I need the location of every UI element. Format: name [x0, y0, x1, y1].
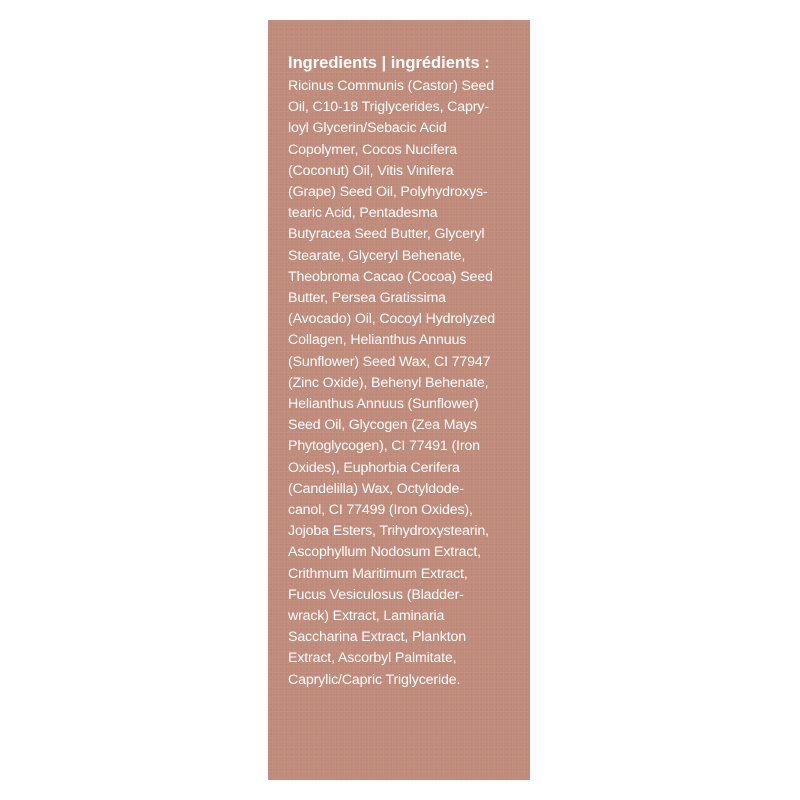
- ingredients-line: (Grape) Seed Oil, Polyhydroxys-: [288, 184, 488, 201]
- ingredients-line: (Sunflower) Seed Wax, CI 77947: [288, 353, 491, 370]
- ingredients-line: Oil, C10-18 Triglycerides, Capry-: [288, 99, 489, 116]
- ingredients-label-panel: [268, 20, 530, 780]
- ingredients-line: Ascophyllum Nodosum Extract,: [288, 544, 481, 561]
- ingredients-line: Fucus Vesiculosus (Bladder-: [288, 586, 464, 603]
- ingredients-line: (Candelilla) Wax, Octyldode-: [288, 480, 464, 497]
- ingredients-line: Collagen, Helianthus Annuus: [288, 332, 467, 349]
- ingredients-line: Jojoba Esters, Trihydroxystearin,: [288, 523, 489, 540]
- ingredients-line: Copolymer, Cocos Nucifera: [288, 141, 457, 158]
- ingredients-list: [288, 76, 516, 691]
- ingredients-line: Seed Oil, Glycogen (Zea Mays: [288, 417, 477, 434]
- ingredients-line: Theobroma Cacao (Cocoa) Seed: [288, 268, 493, 285]
- ingredients-line: Stearate, Glyceryl Behenate,: [288, 247, 466, 264]
- ingredients-line: tearic Acid, Pentadesma: [288, 205, 438, 222]
- ingredients-line: (Avocado) Oil, Cocoyl Hydrolyzed: [288, 311, 496, 328]
- ingredients-line: Crithmum Maritimum Extract,: [288, 565, 468, 582]
- ingredients-line: wrack) Extract, Laminaria: [288, 608, 445, 625]
- ingredients-line: Extract, Ascorbyl Palmitate,: [288, 650, 457, 667]
- ingredients-line: Ricinus Communis (Castor) Seed: [288, 78, 495, 94]
- ingredients-heading: Ingredients | ingrédients :: [288, 54, 490, 72]
- ingredients-line: Oxides), Euphorbia Cerifera: [288, 459, 460, 476]
- ingredients-line: Phytoglycogen), CI 77491 (Iron: [288, 438, 480, 455]
- ingredients-line: (Coconut) Oil, Vitis Vinifera: [288, 162, 454, 179]
- ingredients-line: Helianthus Annuus (Sunflower): [288, 396, 479, 413]
- ingredients-line: Butyracea Seed Butter, Glyceryl: [288, 226, 485, 243]
- ingredients-line: Saccharina Extract, Plankton: [288, 629, 466, 646]
- ingredients-line: Caprylic/Capric Triglyceride.: [288, 671, 461, 688]
- ingredients-line: (Zinc Oxide), Behenyl Behenate,: [288, 374, 489, 391]
- ingredients-line: Butter, Persea Gratissima: [288, 290, 446, 307]
- ingredients-line: loyl Glycerin/Sebacic Acid: [288, 120, 447, 137]
- ingredients-line: canol, CI 77499 (Iron Oxides),: [288, 502, 473, 519]
